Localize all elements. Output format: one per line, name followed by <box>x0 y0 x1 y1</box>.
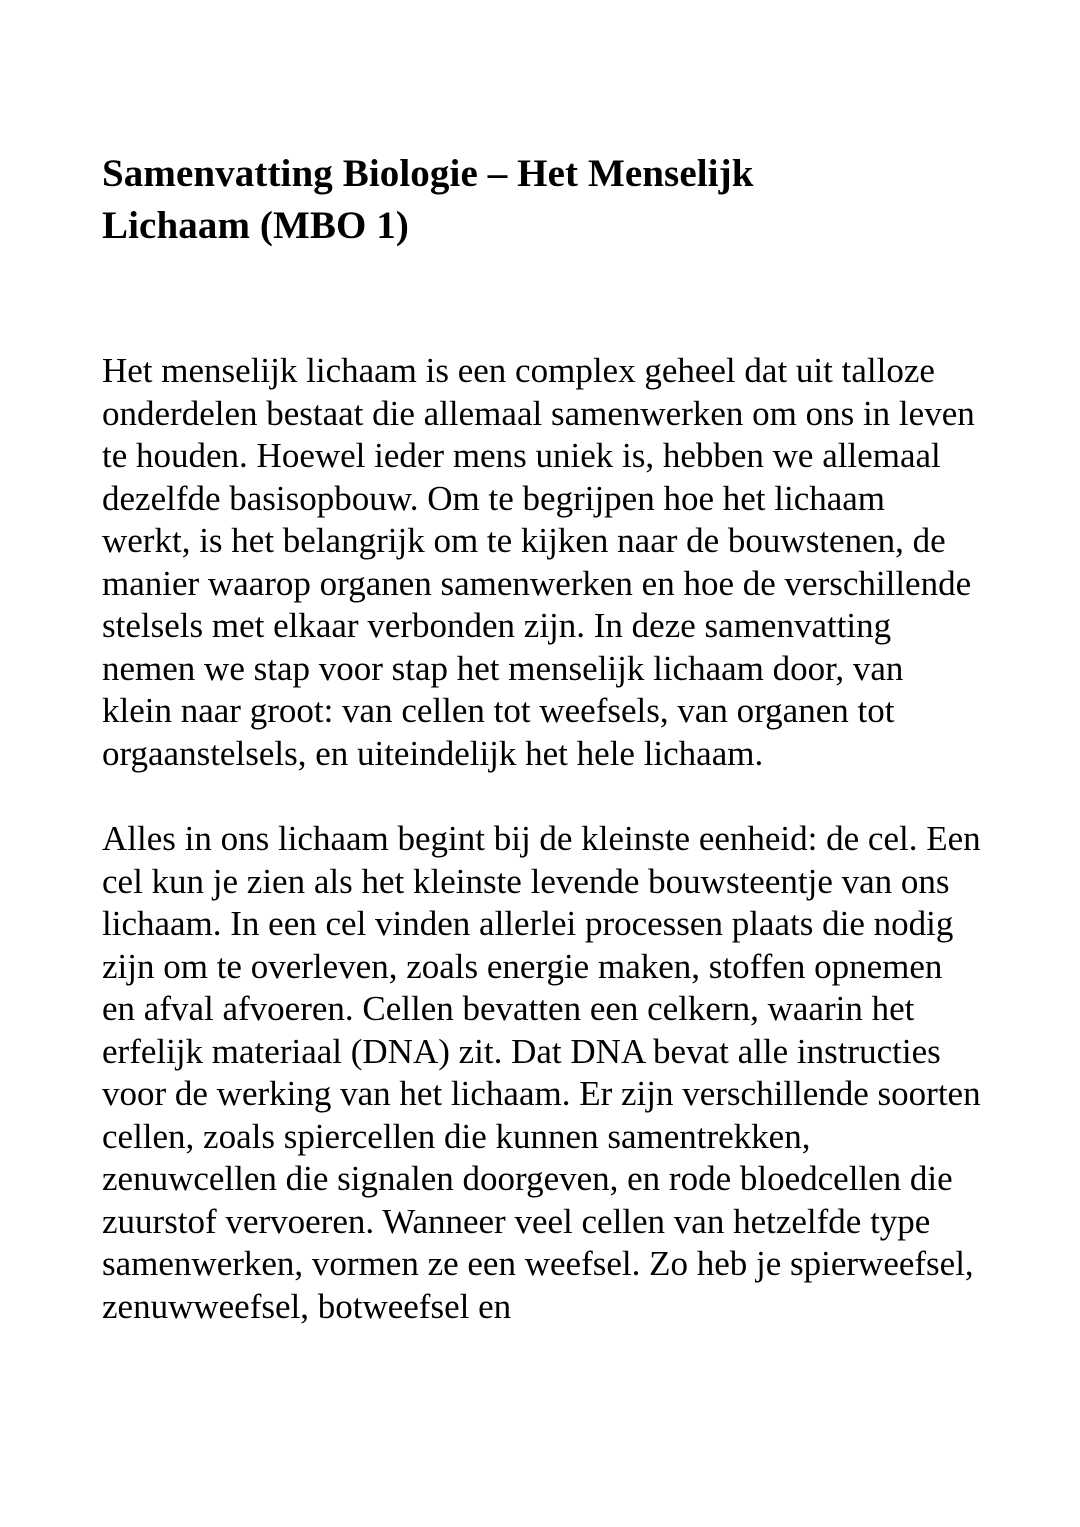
paragraph-intro: Het menselijk lichaam is een complex geheel dat uit talloze onderdelen bestaat die allemaal samenwerken om ons in leven te houden. Hoewel ieder mens uniek is, hebben we allemaal dezelfde basisopbouw. Om te begrijpen hoe het lichaam werkt, is het belangrijk om te kijken naar de bouwstenen, de manier waarop organen samenwerken en hoe de verschillende stelsels met elkaar verbonden zijn. In deze samenvatting nemen we stap voor stap het menselijk lichaam door, van klein naar groot: van cellen tot weefsels, van organen tot orgaanstelsels, en uiteindelijk het hele lichaam. <box>102 351 975 773</box>
paragraph-cellen: Alles in ons lichaam begint bij de kleinste eenheid: de cel. Een cel kun je zien als het kleinste levende bouwsteentje van ons lichaam. In een cel vinden allerlei processen plaats die nodig zijn om te overleven, zoals energie maken, stoffen opnemen en afval afvoeren. Cellen bevatten een celkern, waarin het erfelijk materiaal (DNA) zit. Dat DNA bevat alle instructies voor de werking van het lichaam. Er zijn verschillende soorten cellen, zoals spiercellen die kunnen samentrekken, zenuwcellen die signalen doorgeven, en rode bloedcellen die zuurstof vervoeren. Wanneer veel cellen van hetzelfde type samenwerken, vormen ze een weefsel. Zo heb je spierweefsel, zenuwweefsel, botweefsel en <box>102 819 981 1326</box>
page-title: Samenvatting Biologie – Het Menselijk Lichaam (MBO 1) <box>102 152 754 247</box>
document-body <box>102 148 982 1328</box>
title-body-spacer <box>102 252 982 350</box>
paragraph-spacer <box>102 775 982 818</box>
